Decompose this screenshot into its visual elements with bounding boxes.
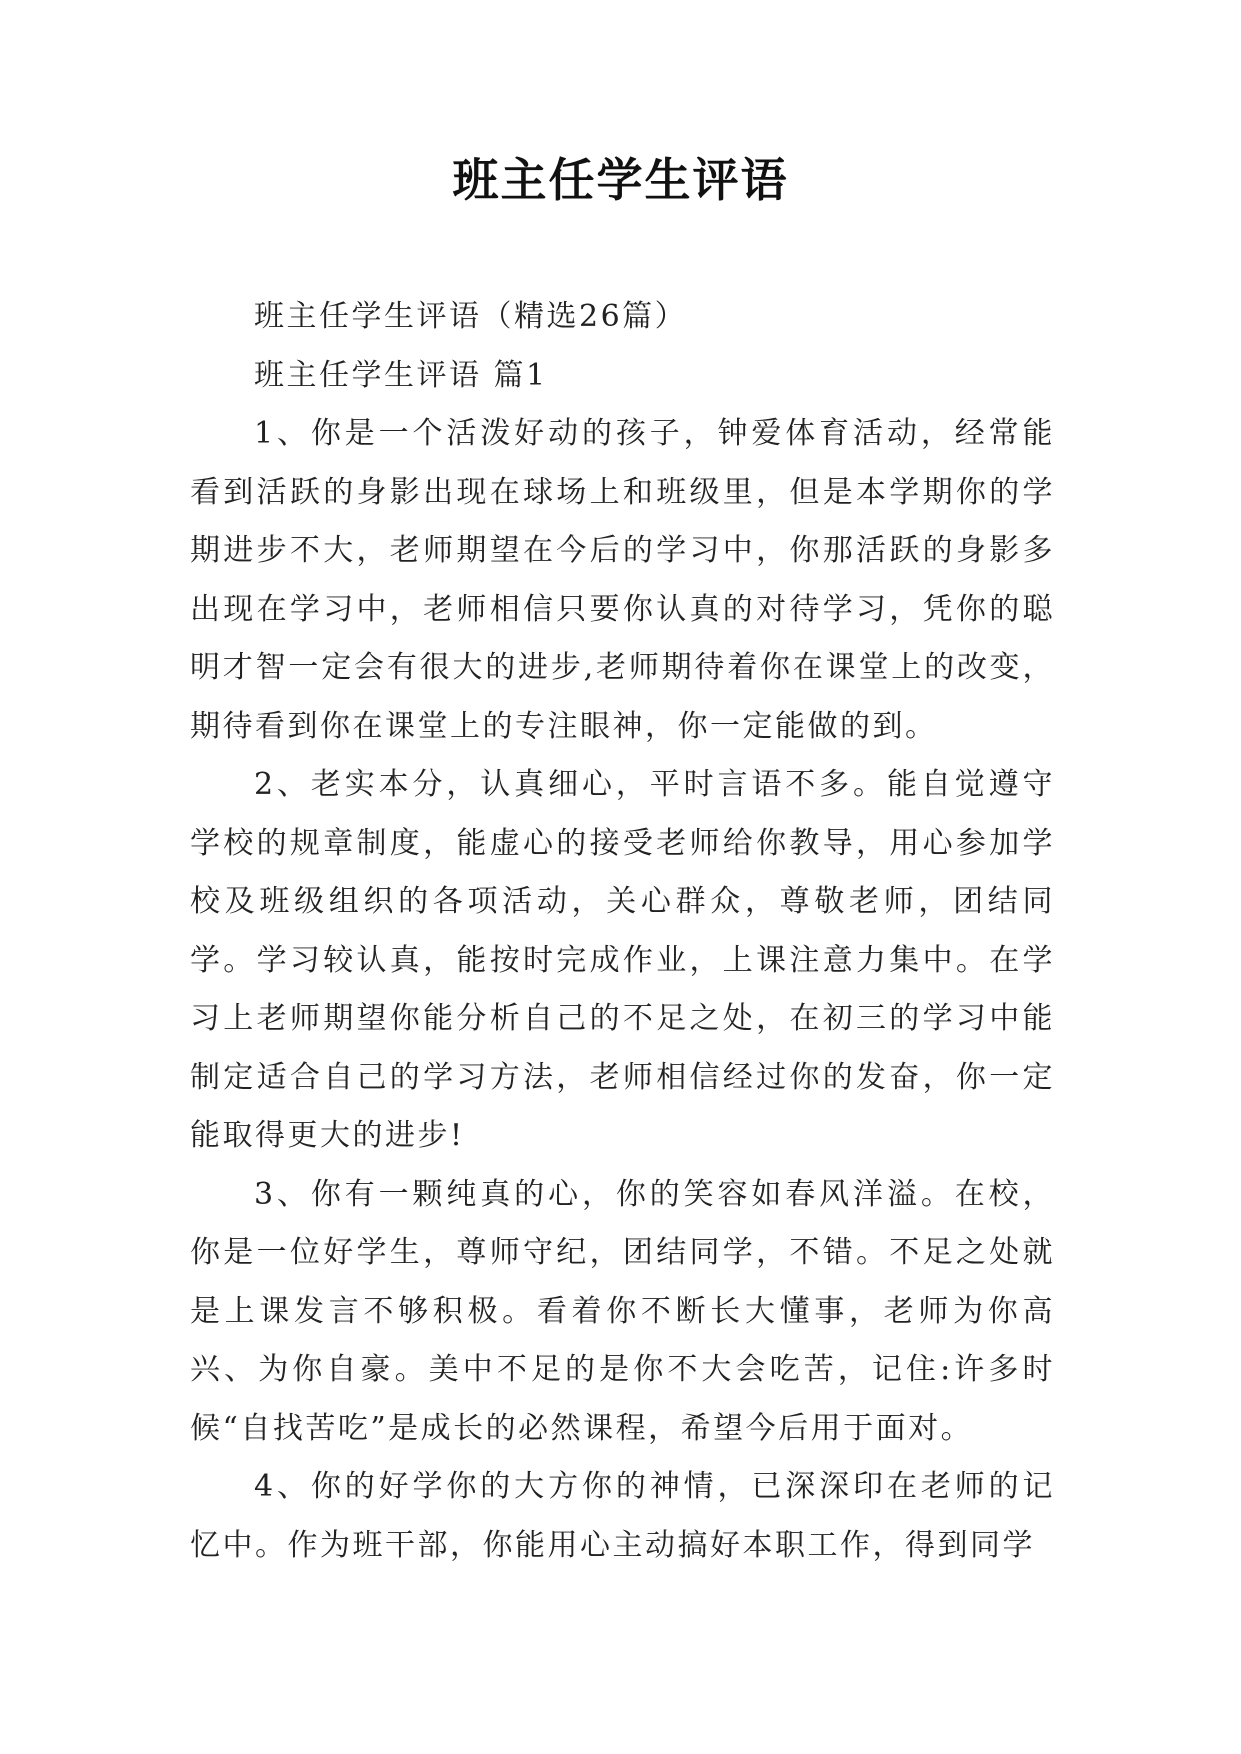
comment-paragraph-4: 4、你的好学你的大方你的神情，已深深印在老师的记忆中。作为班干部，你能用心主动搞好本职工作，得到同学	[190, 1469, 1055, 1563]
comment-paragraph-1: 1、你是一个活泼好动的孩子，钟爱体育活动，经常能看到活跃的身影出现在球场上和班级里，但是本学期你的学期进步不大，老师期望在今后的学习中，你那活跃的身影多出现在学习中，老师相信只要你认真的对待学习，凭你的聪明才智一定会有很大的进步,老师期待着你在课堂上的改变，期待看到你在课堂上的专注眼神，你一定能做的到。	[190, 416, 1055, 744]
document-body	[190, 288, 1055, 1575]
comment-paragraph-3: 3、你有一颗纯真的心，你的笑容如春风洋溢。在校，你是一位好学生，尊师守纪，团结同学，不错。不足之处就是上课发言不够积极。看着你不断长大懂事，老师为你高兴、为你自豪。美中不足的是你不大会吃苦，记住:许多时候“自找苦吃”是成长的必然课程，希望今后用于面对。	[190, 1176, 1055, 1446]
document-title: 班主任学生评语	[452, 153, 789, 207]
subtitle-paragraph: 班主任学生评语（精选26篇）	[254, 299, 688, 334]
comment-paragraph-2: 2、老实本分，认真细心，平时言语不多。能自觉遵守学校的规章制度，能虚心的接受老师给你教导，用心参加学校及班级组织的各项活动，关心群众，尊敬老师，团结同学。学习较认真，能按时完成作业，上课注意力集中。在学习上老师期望你能分析自己的不足之处，在初三的学习中能制定适合自己的学习方法，老师相信经过你的发奋，你一定能取得更大的进步!	[190, 767, 1055, 1153]
section-heading: 班主任学生评语 篇1	[254, 357, 548, 393]
